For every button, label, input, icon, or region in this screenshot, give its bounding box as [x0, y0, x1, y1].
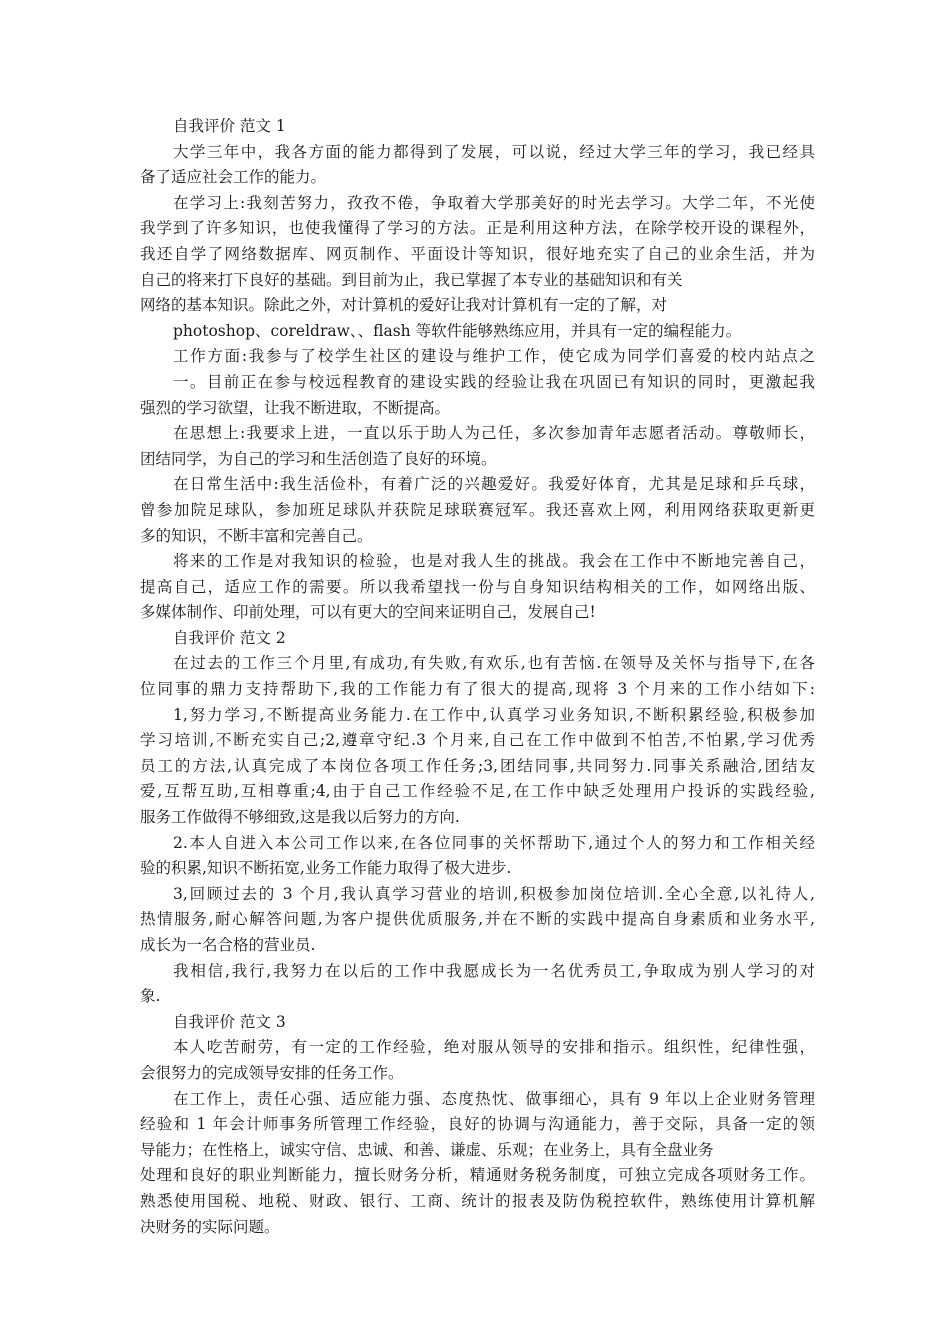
text-line: 大学三年中，我各方面的能力都得到了发展，可以说，经过大学三年的学习，我已经具	[173, 142, 815, 161]
text-line: 处理和良好的职业判断能力，擅长财务分析，精通财务税务制度，可独立完成各项财务工作。	[140, 1166, 815, 1185]
text-line: 自我评价 范文 3	[173, 1012, 286, 1031]
text-line: 多的知识，不断丰富和完善自己。	[140, 526, 373, 545]
text-line: 员工的方法,认真完成了本岗位各项工作任务;3,团结同事,共同努力.同事关系融洽,团结友	[140, 756, 815, 775]
text-line: 爱,互帮互助,互相尊重;4,由于自己工作经验不足,在工作中缺乏处理用户投诉的实践经验,	[140, 782, 815, 801]
text-line: 1,努力学习,不断提高业务能力.在工作中,认真学习业务知识,不断积累经验,积极参加	[173, 705, 815, 724]
text-line: 我学到了许多知识，也使我懂得了学习的方法。正是利用这种方法，在除学校开设的课程外，	[140, 219, 815, 238]
text-line: 提高自己，适应工作的需要。所以我希望找一份与自身知识结构相关的工作，如网络出版、	[140, 577, 815, 596]
text-line: 在学习上:我刻苦努力，孜孜不倦，争取着大学那美好的时光去学习。大学二年，不光使	[173, 193, 815, 212]
text-line: 在思想上:我要求上进，一直以乐于助人为己任，多次参加青年志愿者活动。尊敬师长，	[173, 424, 815, 443]
text-line: 本人吃苦耐劳，有一定的工作经验，绝对服从领导的安排和指示。组织性，纪律性强，	[173, 1038, 815, 1057]
text-line: 3,回顾过去的 3 个月,我认真学习营业的培训,积极参加岗位培训.全心全意,以礼待人,	[173, 884, 815, 903]
text-line: 服务工作做得不够细致,这是我以后努力的方向.	[140, 808, 460, 827]
text-line: 我还自学了网络数据库、网页制作、平面设计等知识，很好地充实了自己的业余生活，并为	[140, 244, 815, 263]
text-line: 强烈的学习欲望，让我不断进取，不断提高。	[140, 398, 451, 417]
text-line: 2.本人自进入本公司工作以来,在各位同事的关怀帮助下,通过个人的努力和工作相关经	[173, 833, 815, 852]
text-line: 象.	[140, 987, 161, 1006]
document-body	[140, 114, 815, 1240]
text-line: 成长为一名合格的营业员.	[140, 936, 316, 954]
text-line: 一。目前正在参与校远程教育的建设实践的经验让我在巩固已有知识的同时，更激起我	[173, 372, 815, 391]
text-line: 多媒体制作、印前处理，可以有更大的空间来证明自己，发展自己!	[140, 603, 596, 622]
text-line: 曾参加院足球队，参加班足球队并获院足球联赛冠军。我还喜欢上网，利用网络获取更新更	[140, 500, 815, 519]
text-line: 自我评价 范文 2	[173, 628, 286, 647]
text-line: 自我评价 范文 1	[173, 117, 286, 135]
text-line: 熟悉使用国税、地税、财政、银行、工商、统计的报表及防伪税控软件，熟练使用计算机解	[140, 1191, 815, 1210]
text-line: photoshop、coreldraw、、flash 等软件能够熟练应用，并具有一定的编程能力。	[173, 321, 742, 340]
text-line: 位同事的鼎力支持帮助下,我的工作能力有了很大的提高,现将 3 个月来的工作小结如下:	[140, 680, 815, 699]
text-line: 我相信,我行,我努力在以后的工作中我愿成长为一名优秀员工,争取成为别人学习的对	[173, 961, 815, 980]
text-line: 将来的工作是对我知识的检验，也是对我人生的挑战。我会在工作中不断地完善自己，	[173, 552, 815, 571]
text-line: 备了适应社会工作的能力。	[140, 168, 327, 187]
text-line: 自己的将来打下良好的基础。到目前为止，我已掌握了本专业的基础知识和有关	[140, 270, 683, 289]
text-line: 在过去的工作三个月里,有成功,有失败,有欢乐,也有苦恼.在领导及关怀与指导下,在各	[173, 654, 815, 673]
text-line: 经验和 1 年会计师事务所管理工作经验，良好的协调与沟通能力，善于交际，具备一定的领	[140, 1115, 815, 1134]
text-line: 在工作上，责任心强、适应能力强、态度热忱、做事细心，具有 9 年以上企业财务管理	[173, 1089, 815, 1108]
text-line: 热情服务,耐心解答问题,为客户提供优质服务,并在不断的实践中提高自身素质和业务水平,	[140, 910, 815, 929]
text-line: 在日常生活中:我生活俭朴，有着广泛的兴趣爱好。我爱好体育，尤其是足球和乒乓球，	[173, 475, 815, 494]
text-line: 验的积累,知识不断拓宽,业务工作能力取得了极大进步.	[140, 859, 512, 878]
text-line: 学习培训,不断充实自己;2,遵章守纪.3 个月来,自己在工作中做到不怕苦,不怕累,学习优秀	[140, 731, 815, 750]
text-line: 网络的基本知识。除此之外，对计算机的爱好让我对计算机有一定的了解，对	[140, 296, 668, 315]
text-line: 导能力；在性格上，诚实守信、忠诚、和善、谦虚、乐观；在业务上，具有全盘业务	[140, 1140, 714, 1159]
text-line: 团结同学，为自己的学习和生活创造了良好的环境。	[140, 449, 497, 468]
text-line: 工作方面:我参与了校学生社区的建设与维护工作，使它成为同学们喜爱的校内站点之	[173, 347, 815, 366]
text-line: 决财务的实际问题。	[140, 1217, 280, 1236]
text-line: 会很努力的完成领导安排的任务工作。	[140, 1063, 404, 1082]
